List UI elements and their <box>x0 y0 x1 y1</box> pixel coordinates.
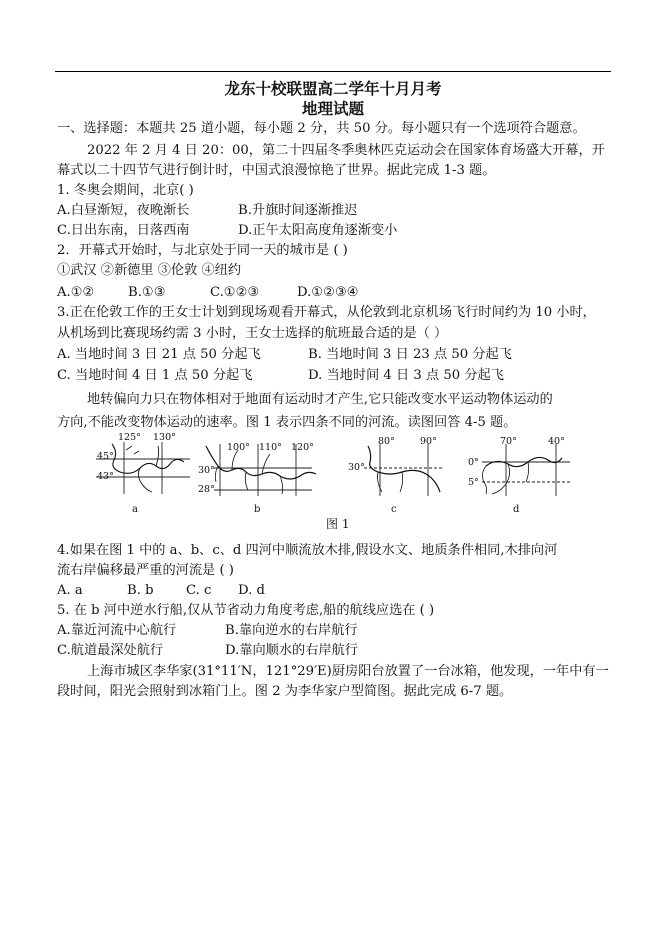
q2-option-d: D.①②③④ <box>297 285 359 300</box>
q1-option-a: A.白昼渐短，夜晚渐长 <box>57 203 190 218</box>
map-b-lon-3: 120° <box>291 442 314 453</box>
map-a-lon-2: 130° <box>153 432 176 443</box>
q3-option-a: A. 当地时间 3 日 21 点 50 分起飞 <box>57 347 261 362</box>
figure-1 <box>0 432 666 532</box>
passage3-line-1: 上海市城区李华家(31°11′N，121°29′E)厨房阳台放置了一台冰箱，他发现，一年中有一 <box>87 664 609 679</box>
map-a-lon-1: 125° <box>118 432 141 443</box>
exam-title: 龙东十校联盟高二学年十月月考 <box>224 79 442 98</box>
figure-1-caption: 图 1 <box>326 517 350 531</box>
q1-option-b: B.升旗时间逐渐推迟 <box>238 203 358 218</box>
map-c-lon-2: 90° <box>420 436 437 447</box>
q5-option-c: C.航道最深处航行 <box>57 643 164 658</box>
q3-option-d: D. 当地时间 4 日 3 点 50 分起飞 <box>308 368 504 383</box>
q3-stem-line-2: 从机场到比赛现场约需 3 小时，王女士选择的航班最合适的是（ ） <box>57 326 448 341</box>
q4-stem-line-2: 流右岸偏移最严重的河流是 ( ) <box>57 563 234 578</box>
q3-stem-line-1: 3.正在伦敦工作的王女士计划到现场观看开幕式，从伦敦到北京机场飞行时间约为 10 小时， <box>57 305 596 320</box>
q1-stem: 1. 冬奥会期间，北京( ) <box>57 183 194 198</box>
top-rule <box>55 71 611 72</box>
q1-option-c: C.日出东南，日落西南 <box>57 223 190 238</box>
map-d-lon-1: 70° <box>500 436 517 447</box>
map-c-label: c <box>391 504 397 515</box>
map-b-lon-1: 100° <box>227 442 250 453</box>
map-a-lat-2: 43° <box>97 471 114 482</box>
map-d-label: d <box>513 504 520 515</box>
passage3-line-2: 段时间，阳光会照射到冰箱门上。图 2 为李华家户型简图。据此完成 6-7 题。 <box>57 684 513 699</box>
q2-option-b: B.①③ <box>128 285 166 300</box>
q4-option-a: A. a <box>57 583 83 598</box>
map-b-lat-1: 30° <box>198 465 215 476</box>
q4-option-c: C. c <box>186 583 212 598</box>
map-c-lat-1: 30° <box>348 462 365 473</box>
exam-subtitle: 地理试题 <box>301 99 364 118</box>
q2-option-c: C.①②③ <box>210 285 260 300</box>
q5-option-d: D.靠向顺水的右岸航行 <box>225 643 358 658</box>
q5-stem: 5. 在 b 河中逆水行船,仅从节省动力角度考虑,船的航线应选在 ( ) <box>57 603 435 618</box>
q5-option-b: B.靠向逆水的右岸航行 <box>225 623 358 638</box>
intro-line-1: 2022 年 2 月 4 日 20：00，第二十四届冬季奥林匹克运动会在国家体育场盛大开幕，开 <box>87 143 605 158</box>
q2-stem: 2．开幕式开始时，与北京处于同一天的城市是 ( ) <box>57 243 348 258</box>
map-d-lon-2: 40° <box>548 436 565 447</box>
q4-stem-line-1: 4.如果在图 1 中的 a、b、c、d 四河中顺流放木排,假设水文、地质条件相同,木排向河 <box>57 543 558 558</box>
q3-option-c: C. 当地时间 4 日 1 点 50 分起飞 <box>57 368 253 383</box>
q1-option-d: D.正午太阳高度角逐渐变小 <box>238 223 398 238</box>
map-d-lat-1: 0° <box>468 457 479 468</box>
q4-option-b: B. b <box>127 583 154 598</box>
q5-option-a: A.靠近河流中心航行 <box>57 623 177 638</box>
map-b-lon-2: 110° <box>259 442 282 453</box>
q3-option-b: B. 当地时间 3 日 23 点 50 分起飞 <box>308 347 512 362</box>
map-c-lon-1: 80° <box>378 436 395 447</box>
map-a-lat-1: 45° <box>97 451 114 462</box>
intro-line-2: 幕式以二十四节气进行倒计时，中国式浪漫惊艳了世界。据此完成 1-3 题。 <box>57 163 496 178</box>
map-b-lat-2: 28° <box>198 484 215 495</box>
passage2-line-1: 地转偏向力只在物体相对于地面有运动时才产生,它只能改变水平运动物体运动的 <box>87 392 553 407</box>
q2-option-a: A.①② <box>57 285 95 300</box>
map-b-label: b <box>254 504 261 515</box>
q4-option-d: D. d <box>238 583 265 598</box>
map-d-lat-2: 5° <box>468 477 479 488</box>
section-heading: 一、选择题：本题共 25 道小题，每小题 2 分，共 50 分。每小题只有一个选项符合题意。 <box>57 121 586 136</box>
map-a-label: a <box>132 504 138 515</box>
q2-cities: ①武汉 ②新德里 ③伦敦 ④纽约 <box>57 263 242 278</box>
passage2-line-2: 方向,不能改变物体运动的速率。图 1 表示四条不同的河流。读图回答 4-5 题。 <box>57 415 517 430</box>
